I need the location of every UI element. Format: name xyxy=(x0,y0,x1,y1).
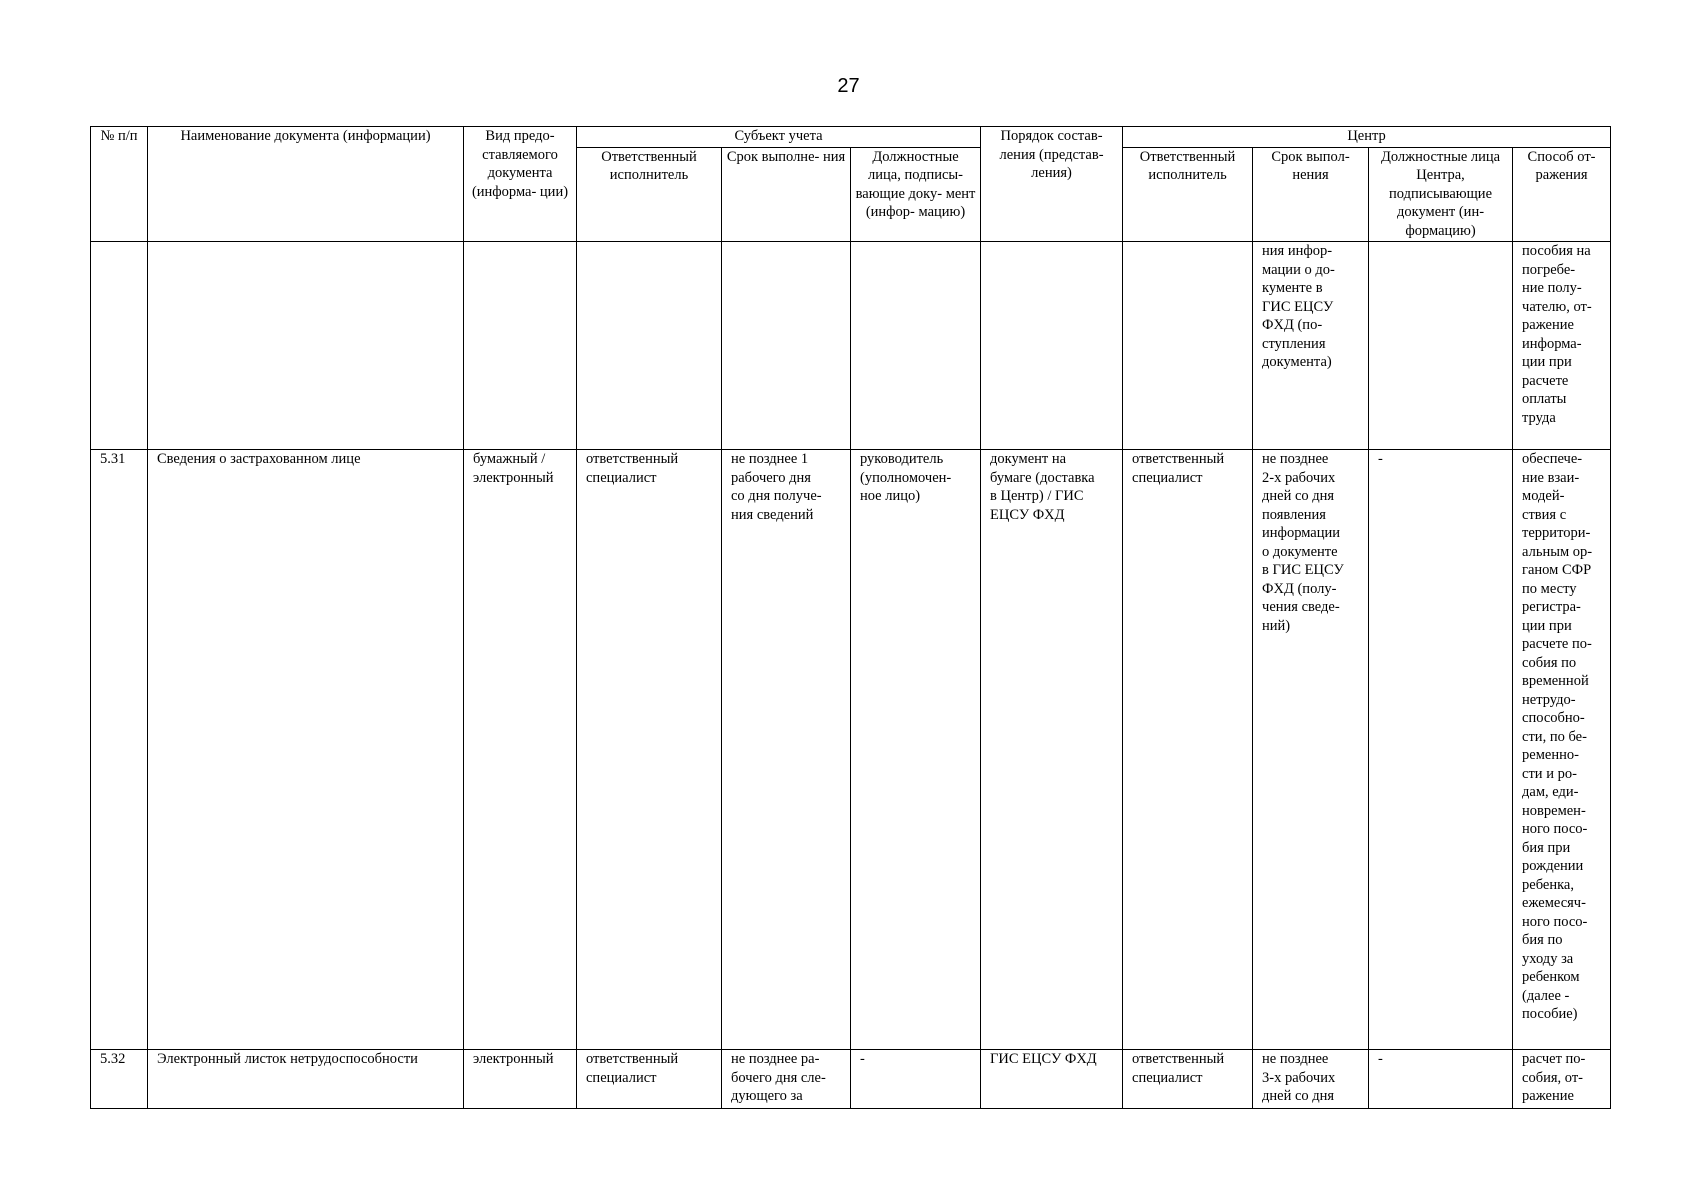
cell-subject-officials: руководитель (уполномочен- ное лицо) xyxy=(851,450,981,1050)
cell-order: документ на бумаге (доставка в Центр) / ГИС ЕЦСУ ФХД xyxy=(981,450,1123,1050)
cell-center-officials xyxy=(1369,242,1513,450)
header-center-method: Способ от- ражения xyxy=(1513,147,1611,242)
cell-center-officials: - xyxy=(1369,450,1513,1050)
cell-center-deadline: не позднее 3-х рабочих дней со дня xyxy=(1253,1050,1369,1109)
header-subject-responsible: Ответственный исполнитель xyxy=(577,147,722,242)
cell-subject-deadline: не позднее 1 рабочего дня со дня получе- ния сведений xyxy=(722,450,851,1050)
cell-doc-name: Сведения о застрахованном лице xyxy=(148,450,464,1050)
cell-center-method: обеспече- ние взаи- модей- ствия с территори- альным ор- ганом СФР по месту регистра- ции при расчете по- собия по временной нетрудо- способно- сти, по бе- ременно- сти и ро- дам, еди- новремен- ного посо- бия при рождении ребенка, ежемесяч- ного посо- бия по уходу за ребенком (далее - пособие) xyxy=(1513,450,1611,1050)
cell-center-method: пособия на погребе- ние полу- чателю, от- ражение информа- ции при расчете оплаты труда xyxy=(1513,242,1611,450)
cell-num: 5.32 xyxy=(91,1050,148,1109)
cell-subject-deadline: не позднее ра- бочего дня сле- дующего за xyxy=(722,1050,851,1109)
cell-subject-officials xyxy=(851,242,981,450)
cell-doc-type xyxy=(464,242,577,450)
header-num: № п/п xyxy=(91,127,148,242)
cell-center-officials: - xyxy=(1369,1050,1513,1109)
cell-subject-responsible xyxy=(577,242,722,450)
header-subject-deadline: Срок выполне- ния xyxy=(722,147,851,242)
cell-order: ГИС ЕЦСУ ФХД xyxy=(981,1050,1123,1109)
cell-center-deadline: ния инфор- мации о до- кументе в ГИС ЕЦСУ ФХД (по- ступления документа) xyxy=(1253,242,1369,450)
page-number: 27 xyxy=(837,75,860,97)
cell-num xyxy=(91,242,148,450)
cell-center-responsible: ответственный специалист xyxy=(1123,450,1253,1050)
header-center-officials: Должностные лица Центра, подписывающие документ (ин- формацию) xyxy=(1369,147,1513,242)
header-center-group: Центр xyxy=(1123,127,1611,148)
cell-center-deadline: не позднее 2-х рабочих дней со дня появления информации о документе в ГИС ЕЦСУ ФХД (полу- чения сведе- ний) xyxy=(1253,450,1369,1050)
cell-subject-responsible: ответственный специалист xyxy=(577,1050,722,1109)
header-center-responsible: Ответственный исполнитель xyxy=(1123,147,1253,242)
header-order: Порядок состав- ления (представ- ления) xyxy=(981,127,1123,242)
table-body xyxy=(91,242,1611,1109)
header-doc-name: Наименование документа (информации) xyxy=(148,127,464,242)
cell-doc-type: электронный xyxy=(464,1050,577,1109)
table-row xyxy=(91,450,1611,1050)
cell-num: 5.31 xyxy=(91,450,148,1050)
table-row xyxy=(91,242,1611,450)
table-row xyxy=(91,1050,1611,1109)
cell-center-method: расчет по- собия, от- ражение xyxy=(1513,1050,1611,1109)
header-subject-officials: Должностные лица, подписы- вающие доку- мент (инфор- мацию) xyxy=(851,147,981,242)
table-header xyxy=(91,127,1611,242)
header-doc-type: Вид предо- ставляемого документа (информа- ции) xyxy=(464,127,577,242)
cell-subject-officials: - xyxy=(851,1050,981,1109)
cell-doc-type: бумажный / электронный xyxy=(464,450,577,1050)
cell-center-responsible xyxy=(1123,242,1253,450)
cell-center-responsible: ответственный специалист xyxy=(1123,1050,1253,1109)
cell-subject-deadline xyxy=(722,242,851,450)
cell-order xyxy=(981,242,1123,450)
document-table xyxy=(90,126,1611,1109)
cell-subject-responsible: ответственный специалист xyxy=(577,450,722,1050)
cell-doc-name: Электронный листок нетрудоспособности xyxy=(148,1050,464,1109)
header-center-deadline: Срок выпол- нения xyxy=(1253,147,1369,242)
cell-doc-name xyxy=(148,242,464,450)
header-subject-group: Субъект учета xyxy=(577,127,981,148)
